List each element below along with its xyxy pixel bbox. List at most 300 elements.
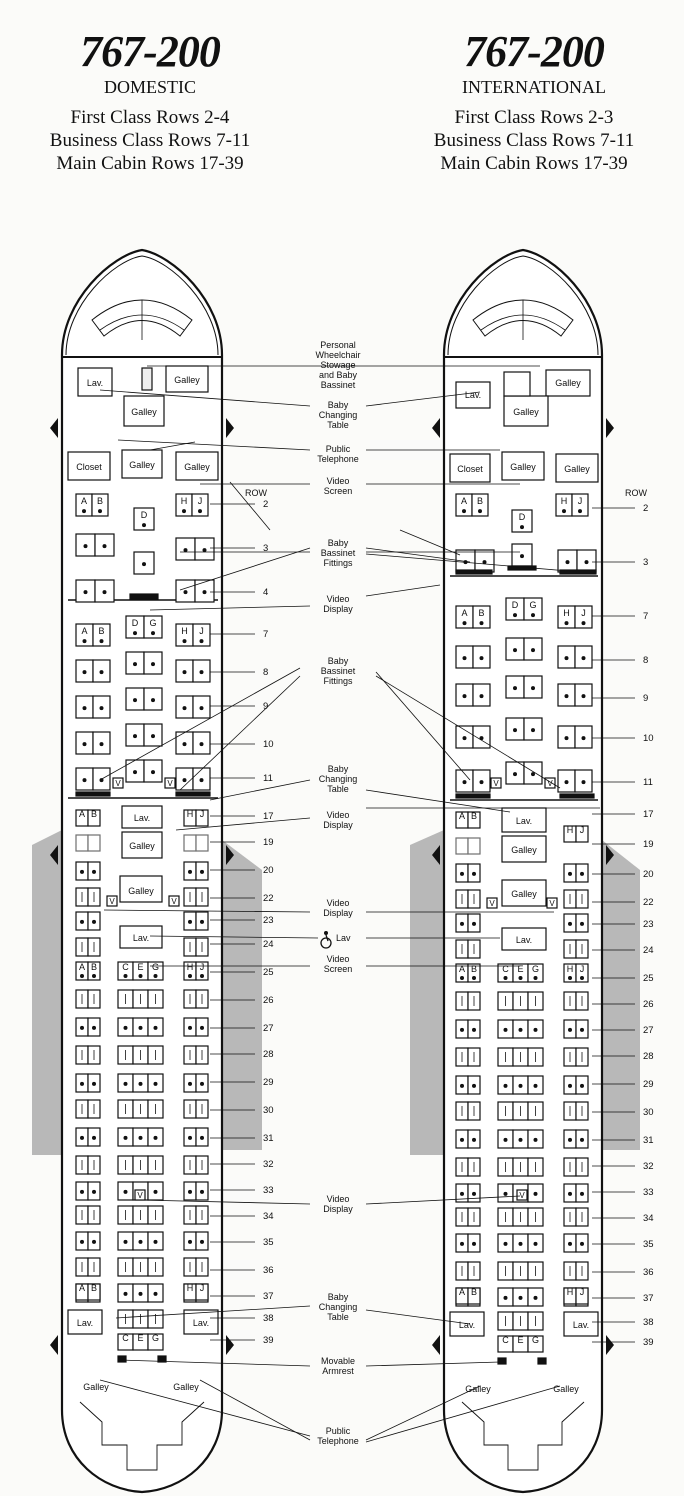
galley-label: Galley <box>173 1382 199 1392</box>
seat-dot <box>198 509 202 513</box>
seat-row-main-right <box>184 1182 208 1200</box>
seat-dot <box>519 976 523 980</box>
seat-row-main-center <box>118 1206 163 1224</box>
closet-label: Closet <box>76 462 102 472</box>
armrest <box>498 1358 506 1364</box>
row-number: 26 <box>643 999 654 1010</box>
seat-row-main-center <box>118 1018 163 1036</box>
seat-row-biz-center <box>126 760 162 782</box>
seat-dot <box>472 1084 476 1088</box>
callout-video-display-line: Display <box>323 820 353 830</box>
seat-dot <box>472 872 476 876</box>
seat-dot <box>463 694 467 698</box>
seat-row-main-left <box>456 1262 480 1280</box>
seat-dot <box>513 613 517 617</box>
seat-row-main-right <box>564 1158 588 1176</box>
international-class-main: Main Cabin Rows 17-39 <box>440 153 628 174</box>
seat-row-main-right <box>184 1100 208 1118</box>
seat-dot <box>582 621 586 625</box>
seat-dot <box>565 736 569 740</box>
seat-dot <box>534 1028 538 1032</box>
seat-row-39-center <box>118 1333 163 1350</box>
row-number: 31 <box>263 1133 274 1144</box>
seat-dot <box>200 1026 204 1030</box>
seat <box>88 835 100 851</box>
seat-dot <box>200 870 204 874</box>
seat-row-main-left <box>456 864 480 882</box>
row-number: 8 <box>263 667 269 678</box>
seat-row-main-right <box>184 912 208 930</box>
seat-letter: B <box>470 1287 478 1298</box>
seat-row-biz-right <box>558 606 592 628</box>
seat-dot <box>83 706 87 710</box>
seat-dot <box>151 631 155 635</box>
seat-letter: C <box>122 962 129 973</box>
row-number: 25 <box>263 967 274 978</box>
seat-row-biz-left <box>456 726 490 748</box>
seat-row-main-left <box>76 1232 100 1250</box>
seat-letter: C <box>122 1333 129 1344</box>
bulkhead-bar <box>456 570 492 574</box>
seat-dot <box>103 544 107 548</box>
seat-row-main-left <box>456 914 480 932</box>
video-marker-label: V <box>519 1191 525 1200</box>
seat-dot <box>100 706 104 710</box>
row-header: ROW <box>625 488 647 498</box>
row-number: 38 <box>643 1317 654 1328</box>
seat-row-main-right <box>184 990 208 1008</box>
seat-row-biz-left <box>76 660 110 682</box>
bulkhead-bar <box>456 794 490 798</box>
seat-row-main-center <box>118 1284 163 1302</box>
seat-letter: A <box>461 607 468 618</box>
seat-row-main-right <box>184 1018 208 1036</box>
seat-dot <box>580 922 584 926</box>
seat-dot <box>504 1192 508 1196</box>
seat-row-main-left <box>76 1100 100 1118</box>
leader-line <box>366 585 440 596</box>
seat-row-main-right <box>564 1184 588 1202</box>
seat-row-2-right <box>556 494 588 516</box>
seat-dot <box>200 670 204 674</box>
seat-dot <box>98 509 102 513</box>
seat-dot <box>513 686 517 690</box>
seat-row-37-right <box>184 1283 208 1300</box>
seat-dot <box>578 509 582 513</box>
seat-row-biz-center <box>126 652 162 674</box>
seat-dot <box>154 1136 158 1140</box>
row-number: 19 <box>263 837 274 848</box>
seat-letter: D <box>131 617 139 628</box>
seat-dot <box>92 1082 96 1086</box>
seat-dot <box>92 1190 96 1194</box>
row-number: 10 <box>263 739 274 750</box>
seat-row-main-left <box>76 938 100 956</box>
seat-dot <box>188 974 192 978</box>
seat-dot <box>200 1082 204 1086</box>
seat-row-3-right <box>176 538 214 560</box>
seat-dot <box>580 1028 584 1032</box>
wing-international-left <box>410 830 444 1155</box>
seat <box>468 838 480 854</box>
seat-row-main-left <box>456 1102 480 1120</box>
row-number: 28 <box>263 1049 274 1060</box>
seat-dot <box>580 1192 584 1196</box>
seat-row-main-left <box>456 1130 480 1148</box>
seat <box>184 835 196 851</box>
seat-row-19-right <box>184 835 208 851</box>
seat-dot <box>124 974 128 978</box>
seat-row-4-left <box>76 580 114 602</box>
seat-row-3-left <box>76 534 114 556</box>
seat-dot <box>188 920 192 924</box>
seat <box>76 835 88 851</box>
callout-baby-bassinet-fittings-line: Baby <box>327 538 349 548</box>
seat-row-19-right <box>564 825 588 842</box>
door-arrow-icon <box>432 1335 440 1355</box>
seat-dot <box>139 1082 143 1086</box>
seat-dot <box>80 1136 84 1140</box>
seat-row-biz-left <box>76 624 110 646</box>
seat-dot <box>188 1190 192 1194</box>
wheelchair-stowage <box>142 368 152 390</box>
seat-row-main-right <box>564 940 588 958</box>
row-number: 17 <box>643 809 654 820</box>
lav-label: Lav. <box>572 1320 590 1330</box>
seat-dot <box>585 560 589 564</box>
seat-dot <box>183 778 187 782</box>
seat-row-biz-center <box>506 638 542 660</box>
seat-dot <box>139 1292 143 1296</box>
seat-dot <box>80 1082 84 1086</box>
row-number: 25 <box>643 973 654 984</box>
callout-video-screen-line: Video <box>326 954 350 964</box>
video-marker-label: V <box>493 779 499 788</box>
row-number: 35 <box>263 1237 274 1248</box>
seat-row-2-left <box>76 494 108 516</box>
seat-letter: D <box>518 511 526 522</box>
seat-letter: E <box>137 1333 144 1344</box>
seat-row-main-center <box>118 1046 163 1064</box>
seat-row-main-right <box>564 1020 588 1038</box>
seat-row-main-center <box>118 1128 163 1146</box>
row-number: 22 <box>263 893 274 904</box>
row-number: 38 <box>263 1313 274 1324</box>
seat-row-39-center <box>498 1335 543 1352</box>
seat-letter: J <box>199 1283 205 1294</box>
door-arrow-icon <box>432 418 440 438</box>
galley-label: Galley <box>511 889 537 899</box>
international-variant: INTERNATIONAL <box>462 77 606 97</box>
international-class-business: Business Class Rows 7-11 <box>433 130 635 151</box>
seat-dot <box>124 1026 128 1030</box>
seat-letter: H <box>563 607 570 618</box>
seat-dot <box>83 778 87 782</box>
video-marker-label: V <box>109 897 115 906</box>
video-marker-label: V <box>115 779 121 788</box>
seat-letter: B <box>90 1283 98 1294</box>
callout-wheelchair-stowage-line: Stowage <box>320 360 356 370</box>
galley-label: Galley <box>184 462 210 472</box>
row-number: 27 <box>263 1023 274 1034</box>
seat-row-17-left <box>76 809 100 826</box>
row-number: 11 <box>643 777 653 788</box>
seat-dot <box>565 694 569 698</box>
seat-row-main-right <box>184 1232 208 1250</box>
seat-dot <box>200 742 204 746</box>
seat-dot <box>504 1138 508 1142</box>
wheelchair-icon-head <box>324 931 328 935</box>
door-arrow-icon <box>226 418 234 438</box>
wing-domestic-right <box>222 840 262 1150</box>
seat-dot <box>200 1240 204 1244</box>
seat-dot <box>188 1082 192 1086</box>
seat-dot <box>534 1138 538 1142</box>
seat-row-main-left <box>456 992 480 1010</box>
domestic-class-first: First Class Rows 2-4 <box>70 107 230 128</box>
seat-row-biz-right <box>176 624 210 646</box>
seat-letter: C <box>502 964 509 975</box>
row-number: 39 <box>263 1335 274 1346</box>
seat-letter: B <box>470 811 478 822</box>
video-marker-label: V <box>137 1191 143 1200</box>
galley-label: Galley <box>564 464 590 474</box>
seat-dot <box>100 639 104 643</box>
row-number: 33 <box>263 1185 274 1196</box>
seat-row-main-left <box>76 1206 100 1224</box>
seat-dot <box>582 780 586 784</box>
galley-label: Galley <box>553 1384 579 1394</box>
galley-label: Galley <box>510 462 536 472</box>
callout-baby-changing-table-line: Baby <box>327 764 349 774</box>
seat-row-main-center <box>118 1100 163 1118</box>
seat-dot <box>460 922 464 926</box>
seat-letter: A <box>460 495 468 506</box>
callout-baby-changing-table-line: Changing <box>318 1302 358 1312</box>
row-number: 26 <box>263 995 274 1006</box>
wheelchair-stowage <box>504 372 530 396</box>
callout-baby-bassinet-fittings-line: Fittings <box>323 676 353 686</box>
seat-letter: B <box>96 495 104 506</box>
seat-dot <box>151 698 155 702</box>
seat-dot <box>92 870 96 874</box>
seat-row-biz-center <box>126 724 162 746</box>
seat-row-main-right <box>184 1156 208 1174</box>
seat-dot <box>566 560 570 564</box>
seat-letter: B <box>90 962 98 973</box>
row-number: 32 <box>263 1159 274 1170</box>
seat-dot <box>83 670 87 674</box>
seat-dot <box>519 1138 523 1142</box>
seat-dot <box>504 1296 508 1300</box>
seat-row-main-left <box>76 1128 100 1146</box>
callout-video-display-line: Display <box>323 908 353 918</box>
lav-label: Lav. <box>86 378 104 388</box>
seat-row-37-left <box>76 1283 100 1300</box>
seat-row-main-left <box>76 1018 100 1036</box>
seat-row-main-left <box>456 1048 480 1066</box>
seat-dot <box>154 1082 158 1086</box>
seat-dot <box>463 780 467 784</box>
callout-wheelchair-stowage-line: Wheelchair <box>315 350 361 360</box>
callout-wheelchair-stowage-line: Bassinet <box>320 380 356 390</box>
seat-row-38-center <box>118 1310 163 1328</box>
galley-label: Galley <box>511 845 537 855</box>
center-callouts <box>315 340 360 1446</box>
seat-letter: H <box>181 625 188 636</box>
row-number: 10 <box>643 733 654 744</box>
row-number: 9 <box>643 693 649 704</box>
seat-dot <box>133 698 137 702</box>
seat-dot <box>124 1136 128 1140</box>
seat-dot <box>519 1084 523 1088</box>
seat-row-main-left <box>456 1020 480 1038</box>
row-number: 2 <box>643 503 649 514</box>
door-arrow-icon <box>50 418 58 438</box>
seat-row-main-center <box>118 1156 163 1174</box>
galley-label: Galley <box>129 841 155 851</box>
seat-dot <box>133 631 137 635</box>
seat-row-main-right <box>564 1208 588 1226</box>
seat-dot <box>84 544 88 548</box>
seat-row-main-left <box>76 1182 100 1200</box>
video-marker-label: V <box>489 899 495 908</box>
seat-row-main-left <box>456 964 480 982</box>
seat-letter: H <box>566 1287 574 1298</box>
seat-dot <box>80 920 84 924</box>
seat-row-main-right <box>184 1046 208 1064</box>
seat-dot <box>200 974 204 978</box>
seat-dot <box>565 656 569 660</box>
row-number: 36 <box>643 1267 654 1278</box>
seat-row-main-center <box>118 990 163 1008</box>
seat-row-17-right <box>184 809 208 826</box>
callout-baby-changing-table-line: Table <box>327 420 349 430</box>
seat-letter: J <box>577 495 583 506</box>
seat-dot <box>80 1240 84 1244</box>
callout-public-telephone-line: Telephone <box>317 454 359 464</box>
seat-letter: G <box>531 964 540 975</box>
row-number: 29 <box>643 1079 654 1090</box>
seat-row-main-center <box>498 1288 543 1306</box>
seat-row-main-right <box>564 1048 588 1066</box>
seat-row-main-right <box>564 964 588 982</box>
row-number: 27 <box>643 1025 654 1036</box>
seat-dot <box>203 548 207 552</box>
seat-dot <box>531 613 535 617</box>
seat-row-biz-right <box>558 646 592 668</box>
seat-dot <box>124 1082 128 1086</box>
lav-label: Lav. <box>464 390 482 400</box>
seat-letter: J <box>197 495 203 506</box>
seat-row-biz-left <box>456 770 490 792</box>
callout-movable-armrest-line: Armrest <box>322 1366 354 1376</box>
seat-dot <box>188 1136 192 1140</box>
seat-dot <box>103 590 107 594</box>
seat-row-biz-center <box>506 598 542 620</box>
seat-dot <box>183 639 187 643</box>
seat-dot <box>142 523 146 527</box>
seat-row-2-center <box>134 508 154 530</box>
callout-baby-changing-table-line: Changing <box>318 774 358 784</box>
row-number: 23 <box>263 915 274 926</box>
seat-dot <box>478 509 482 513</box>
galley-label: Galley <box>83 1382 109 1392</box>
seat-row-main-right <box>564 914 588 932</box>
row-number: 11 <box>263 773 273 784</box>
row-number: 28 <box>643 1051 654 1062</box>
seat-row-main-right <box>564 864 588 882</box>
seat-row-biz-right <box>176 660 210 682</box>
callout-accessible-lav: Lav <box>336 933 351 943</box>
seat-dot <box>124 1240 128 1244</box>
seat-dot <box>139 1136 143 1140</box>
callout-wheelchair-stowage-line: and Baby <box>318 370 358 380</box>
callout-baby-bassinet-fittings-line: Bassinet <box>320 548 356 558</box>
row-number: 22 <box>643 897 654 908</box>
seat-row-37-left <box>456 1287 480 1304</box>
seat-dot <box>565 780 569 784</box>
seat-dot <box>184 548 188 552</box>
row-number: 4 <box>263 587 269 598</box>
international-model: 767-200 <box>464 27 604 76</box>
bulkhead-bar <box>176 792 210 796</box>
galley-label: Galley <box>129 460 155 470</box>
seat-row-main-right <box>564 992 588 1010</box>
seat-dot <box>580 1138 584 1142</box>
seat-row-main-left <box>76 990 100 1008</box>
video-marker-label: V <box>167 779 173 788</box>
seat-dot <box>568 1242 572 1246</box>
seat-row-biz-center <box>506 718 542 740</box>
seat-row-biz-right <box>176 696 210 718</box>
seat-letter: D <box>511 599 519 610</box>
callout-video-display-line: Video <box>326 898 350 908</box>
seat-row-main-left <box>76 1258 100 1276</box>
door-arrow-icon <box>606 418 614 438</box>
seat-dot <box>580 1084 584 1088</box>
seat-dot <box>154 1026 158 1030</box>
seat-row-main-center <box>498 1130 543 1148</box>
seat-letter: A <box>458 964 466 975</box>
seat-dot <box>531 686 535 690</box>
door-arrow-icon <box>50 1335 58 1355</box>
seat-dot <box>184 590 188 594</box>
seat-dot <box>139 974 143 978</box>
seat-dot <box>534 1296 538 1300</box>
seat-row-main-center <box>118 1258 163 1276</box>
seat-dot <box>92 1026 96 1030</box>
seat-row-main-left <box>76 888 100 906</box>
seat-dot <box>151 662 155 666</box>
seat-dot <box>139 1026 143 1030</box>
seat-row-19-left <box>76 835 100 851</box>
callout-public-telephone-line: Public <box>325 1426 351 1436</box>
seat-row-main-right <box>564 1234 588 1252</box>
seat-dot <box>188 1026 192 1030</box>
seat-row-main-center <box>498 992 543 1010</box>
callout-movable-armrest-line: Movable <box>320 1356 356 1366</box>
seat-dot <box>534 1192 538 1196</box>
seat-row-main-right <box>564 1102 588 1120</box>
seat-row-main-right <box>184 962 208 980</box>
seat-letter: H <box>186 962 194 973</box>
row-number: 7 <box>263 629 269 640</box>
domestic-class-business: Business Class Rows 7-11 <box>49 130 251 151</box>
seat-dot <box>568 1028 572 1032</box>
seat-row-37-right <box>564 1287 588 1304</box>
seat-row-main-right <box>184 1128 208 1146</box>
